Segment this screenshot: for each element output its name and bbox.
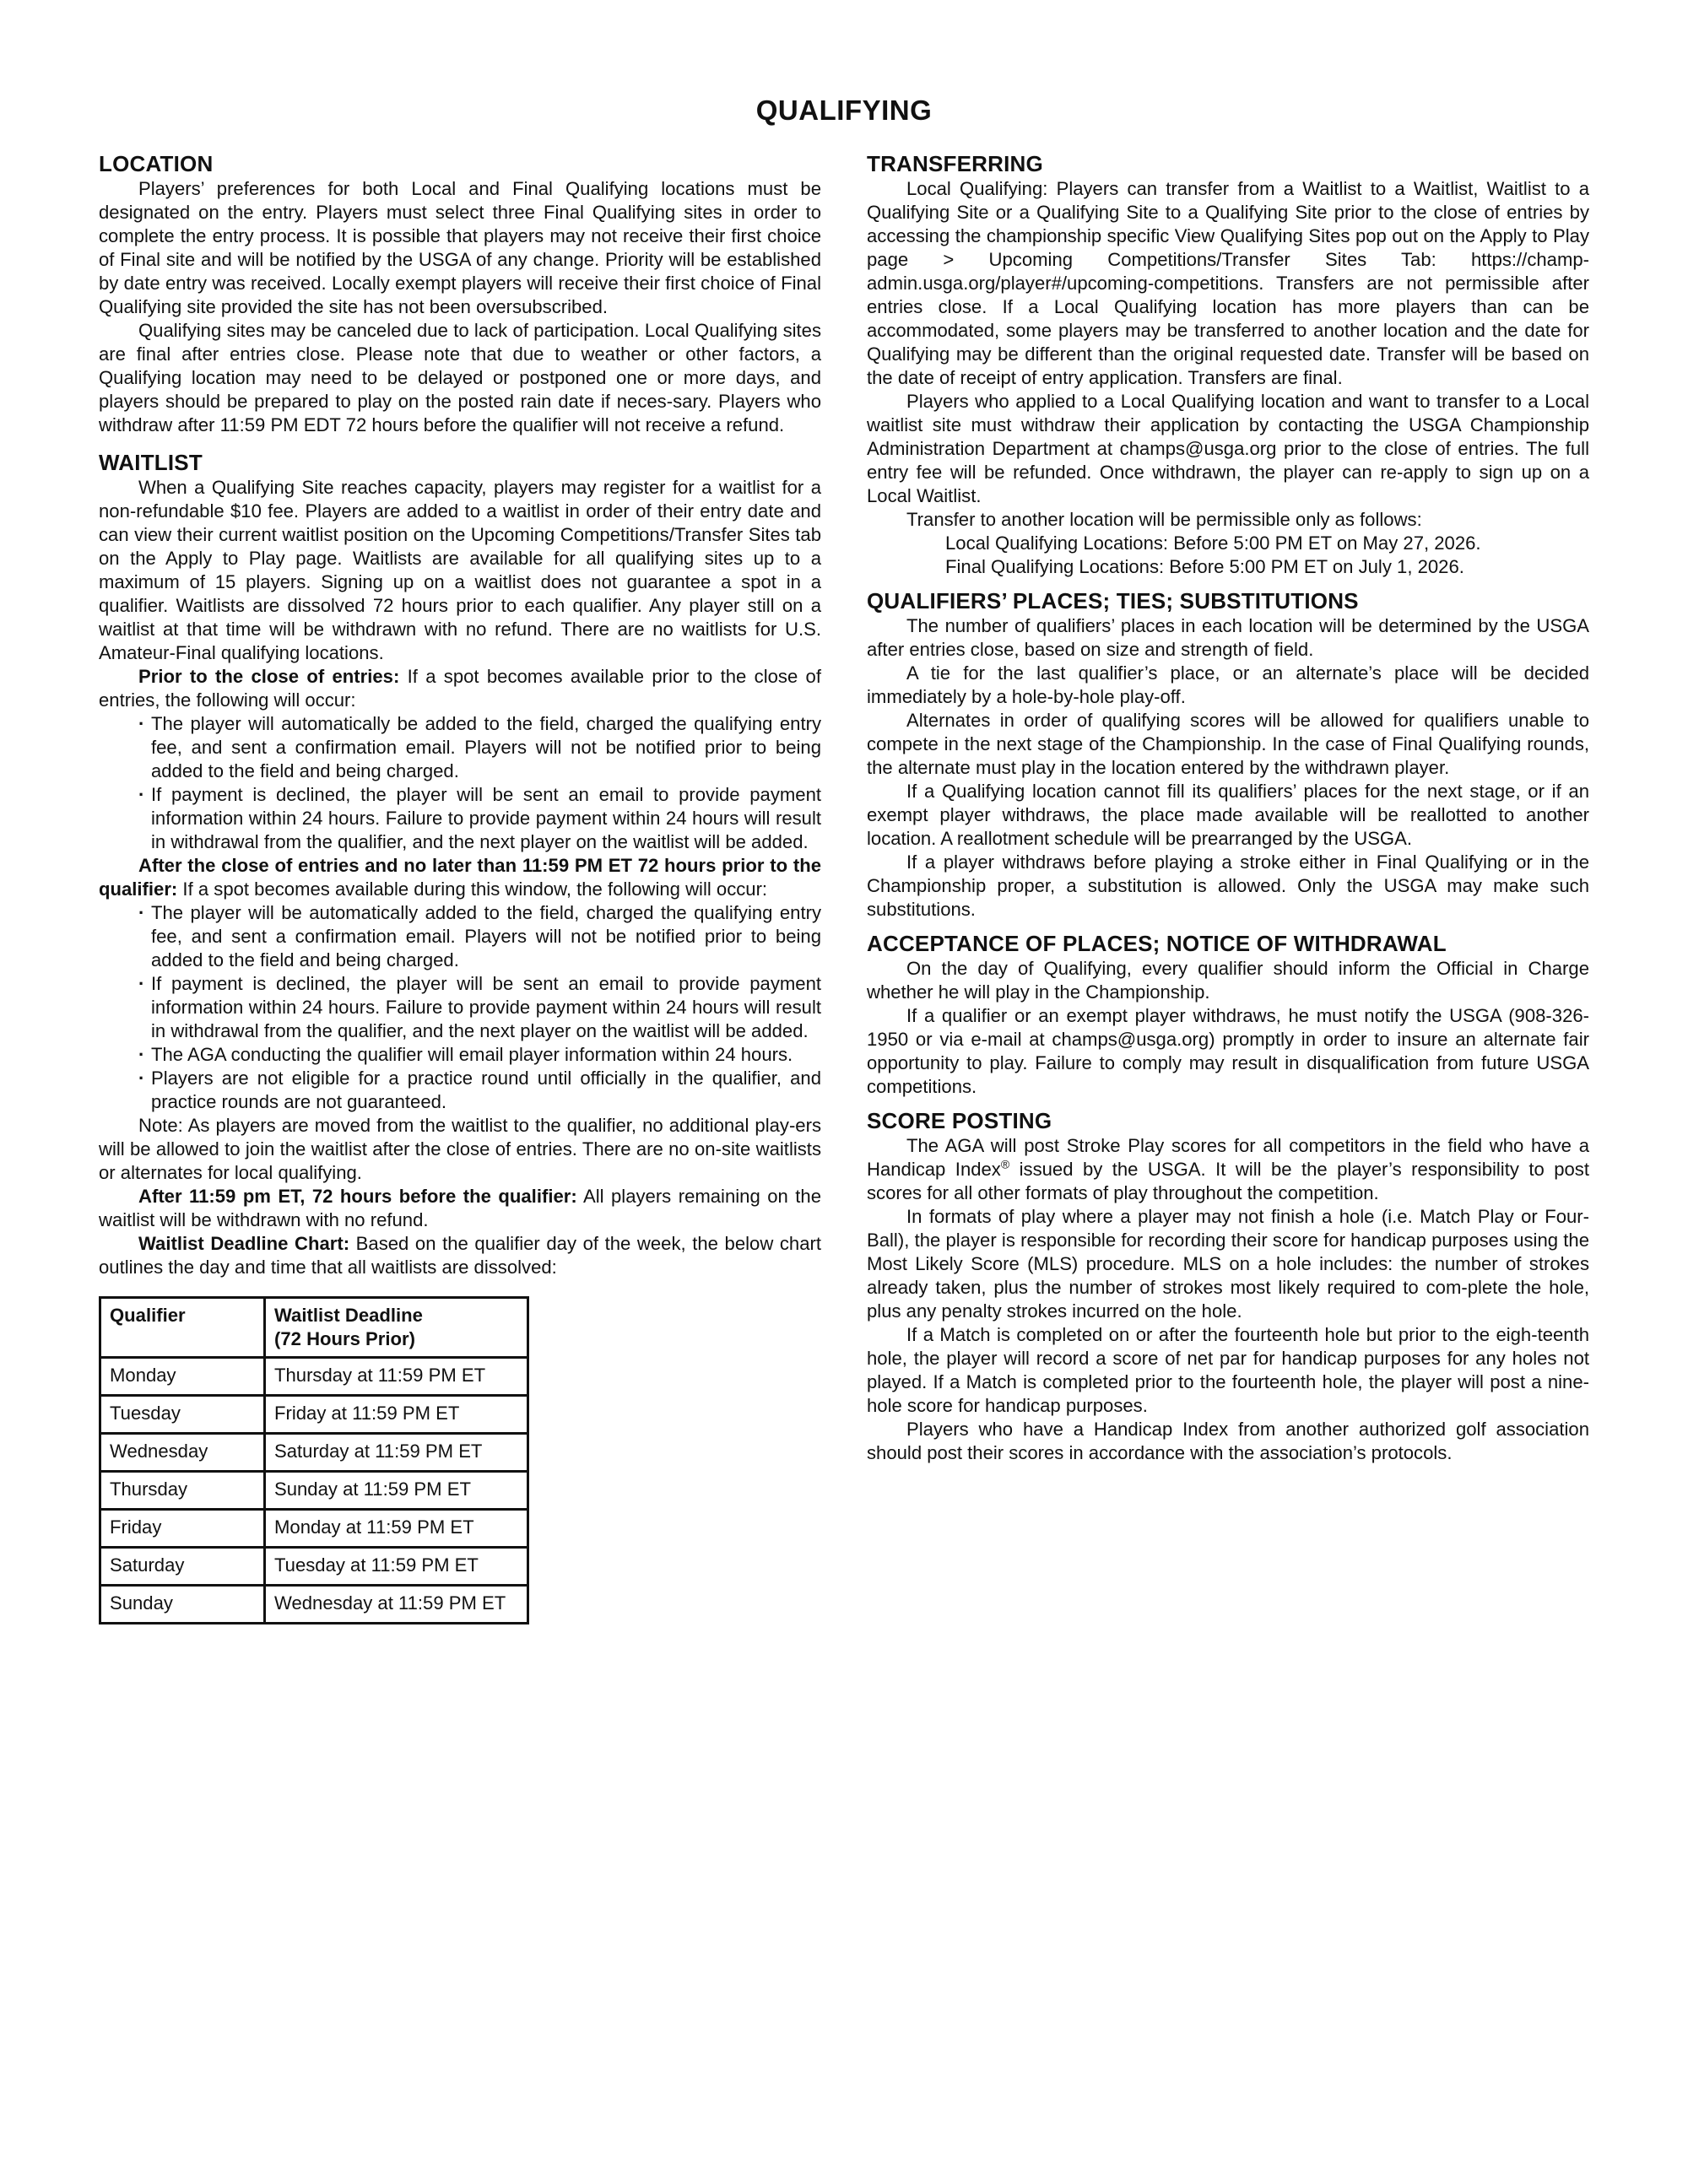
list-item: · The player will be automatically added to the field, charged the qualifying entry fee, and sent a confirmation email. Players will not be notified prior to being added to the field and being charged. <box>99 901 821 972</box>
table-cell-deadline: Sunday at 11:59 PM ET <box>265 1472 528 1510</box>
list-item: · If payment is declined, the player will be sent an email to provide payment information within 24 hours. Failure to provide payment within 24 hours will result in withdrawal from the qualifier, and the next player on the waitlist will be added. <box>99 783 821 854</box>
waitlist-chart-paragraph <box>99 1232 821 1279</box>
waitlist-deadline-table <box>99 1296 529 1624</box>
table-cell-day: Sunday <box>100 1586 265 1624</box>
score-posting-paragraph-3: If a Match is completed on or after the fourteenth hole but prior to the eigh-teenth hole, the player will record a score of net par for handicap purposes for any holes not played. If a Match is completed prior to the fourteenth hole, the player will post a nine-hole score for handicap purposes. <box>867 1324 1589 1416</box>
left-column <box>99 147 821 1624</box>
transferring-final-deadline: Final Qualifying Locations: Before 5:00 PM ET on July 1, 2026. <box>945 556 1464 577</box>
table-cell-day: Wednesday <box>100 1434 265 1472</box>
list-item: · The AGA conducting the qualifier will email player information within 24 hours. <box>99 1043 821 1067</box>
list-item: · If payment is declined, the player will be sent an email to provide payment information within 24 hours. Failure to provide payment within 24 hours will result in withdrawal from the qualifier, and the next player on the waitlist will be added. <box>99 972 821 1043</box>
qualifiers-paragraph-1: The number of qualifiers’ places in each location will be determined by the USGA after entries close, based on size and strength of field. <box>867 615 1589 660</box>
waitlist-prior-bullets <box>99 712 821 854</box>
qualifiers-paragraph-5: If a player withdraws before playing a stroke either in Final Qualifying or in the Championship proper, a substitution is allowed. Only the USGA may make such substitutions. <box>867 851 1589 920</box>
table-header-deadline-line2: (72 Hours Prior) <box>274 1328 415 1349</box>
waitlist-prior-text: If a spot becomes available prior to the close of entries, the following will occur: <box>99 666 821 711</box>
qualifiers-paragraph-3: Alternates in order of qualifying scores will be allowed for qualifiers unable to compete in the next stage of the Championship. In the case of Final Qualifying rounds, the alternate must play in the location entered by the withdrawn player. <box>867 710 1589 778</box>
section-heading-waitlist: WAITLIST <box>99 450 203 475</box>
score-posting-text-b: issued by the USGA. It will be the player’s responsibility to post scores for all other formats of play throughout the competition. <box>867 1159 1589 1203</box>
waitlist-note: Note: As players are moved from the waitlist to the qualifier, no additional play-ers will be allowed to join the waitlist after the close of entries. There are no on-site waitlists or alternates for local qualifying. <box>99 1115 821 1183</box>
table-cell-day: Monday <box>100 1358 265 1396</box>
list-item: · The player will automatically be added to the field, charged the qualifying entry fee, and sent a confirmation email. Players will not be notified prior to being added to the field and being charged. <box>99 712 821 783</box>
waitlist-after-bullets <box>99 901 821 1114</box>
table-cell-day: Friday <box>100 1510 265 1548</box>
table-cell-day: Thursday <box>100 1472 265 1510</box>
table-row <box>100 1472 528 1510</box>
waitlist-paragraph-1: When a Qualifying Site reaches capacity, players may register for a waitlist for a non-refundable $10 fee. Players are added to a waitlist in order of their entry date and can view their current waitlist position on the Upcoming Competitions/Transfer Sites tab on the Apply to Play page. Waitlists are available for all qualifying sites up to a maximum of 15 players. Signing up on a waitlist does not guarantee a spot in a qualifier. Waitlists are dissolved 72 hours prior to each qualifier. Any player still on a waitlist at that time will be withdrawn with no refund. There are no waitlists for U.S. Amateur-Final qualifying locations. <box>99 477 821 663</box>
location-paragraph-1: Players’ preferences for both Local and Final Qualifying locations must be designated on the entry. Players must select three Final Qualifying sites in order to complete the entry process. It is possible that players may not receive their first choice of Final site and will be notified by the USGA of any change. Priority will be established by date entry was received. Locally exempt players will receive their first choice of Final Qualifying site provided the site has not been oversubscribed. <box>99 178 821 317</box>
table-cell-deadline: Thursday at 11:59 PM ET <box>265 1358 528 1396</box>
score-posting-paragraph-1 <box>867 1134 1589 1205</box>
waitlist-prior-paragraph <box>99 665 821 712</box>
transferring-paragraph-1: Local Qualifying: Players can transfer from a Waitlist to a Waitlist, Waitlist to a Qualifying Site or a Qualifying Site to a Qualifying Site prior to the close of entries by accessing the championship specific View Qualifying Sites pop out on the Apply to Play page > Upcoming Competitions/Transfer Sites Tab: https://champ-admin.usga.org/player#/upcoming-competitions. Transfers are not permissible after entries close. If a Local Qualifying location has more players than can be accommodated, some players may be transferred to another location and the date for Qualifying may be different than the original requested date. Transfer will be based on the date of receipt of entry application. Transfers are final. <box>867 178 1589 388</box>
table-cell-deadline: Tuesday at 11:59 PM ET <box>265 1548 528 1586</box>
score-posting-text-a: The AGA will post Stroke Play scores for all competitors in the field who have a Handicap Index <box>867 1135 1589 1180</box>
section-heading-acceptance: ACCEPTANCE OF PLACES; NOTICE OF WITHDRAWAL <box>867 931 1447 956</box>
table-row <box>100 1434 528 1472</box>
waitlist-after-label: After the close of entries and no later than 11:59 PM ET 72 hours prior to the qualifier: <box>99 855 821 900</box>
location-paragraph-2: Qualifying sites may be canceled due to lack of participation. Local Qualifying sites are final after entries close. Please note that due to weather or other factors, a Qualifying location may need to be delayed or postponed one or more days, and players should be prepared to play on the posted rain date if neces-sary. Players who withdraw after 11:59 PM EDT 72 hours before the qualifier will not receive a refund. <box>99 320 821 435</box>
registered-mark: ® <box>1000 1157 1010 1171</box>
section-heading-location: LOCATION <box>99 151 214 176</box>
waitlist-prior-label: Prior to the close of entries: <box>138 666 400 687</box>
waitlist-chart-label: Waitlist Deadline Chart: <box>138 1233 350 1254</box>
score-posting-paragraph-2: In formats of play where a player may not finish a hole (i.e. Match Play or Four-Ball), the player is responsible for recording their score for handicap purposes using the Most Likely Score (MLS) procedure. MLS on a hole includes: the number of strokes already taken, plus the number of strokes most likely required to com-plete the hole, plus any penalty strokes incurred on the hole. <box>867 1206 1589 1322</box>
waitlist-after-text: If a spot becomes available during this window, the following will occur: <box>177 878 768 900</box>
table-row <box>100 1510 528 1548</box>
score-posting-paragraph-4: Players who have a Handicap Index from another authorized golf association should post their scores in accordance with the association’s protocols. <box>867 1419 1589 1463</box>
table-header-qualifier: Qualifier <box>100 1298 265 1358</box>
waitlist-chart-text: Based on the qualifier day of the week, the below chart outlines the day and time that all waitlists are dissolved: <box>99 1233 821 1278</box>
table-header-row <box>100 1298 528 1358</box>
section-heading-qualifiers-places: QUALIFIERS’ PLACES; TIES; SUBSTITUTIONS <box>867 588 1359 614</box>
acceptance-paragraph-2: If a qualifier or an exempt player withdraws, he must notify the USGA (908-326-1950 or via e-mail at champs@usga.org) promptly in order to insure an alternate fair opportunity to play. Failure to comply may result in disqualification from future USGA competitions. <box>867 1005 1589 1097</box>
table-row <box>100 1586 528 1624</box>
table-header-deadline <box>265 1298 528 1358</box>
table-row <box>100 1548 528 1586</box>
waitlist-after72-text: All players remaining on the waitlist will be withdrawn with no refund. <box>99 1186 821 1230</box>
acceptance-paragraph-1: On the day of Qualifying, every qualifier should inform the Official in Charge whether he will play in the Championship. <box>867 958 1589 1003</box>
table-cell-deadline: Wednesday at 11:59 PM ET <box>265 1586 528 1624</box>
table-row <box>100 1396 528 1434</box>
section-heading-score-posting: SCORE POSTING <box>867 1108 1052 1133</box>
section-heading-transferring: TRANSFERRING <box>867 151 1043 176</box>
table-cell-deadline: Friday at 11:59 PM ET <box>265 1396 528 1434</box>
table-cell-day: Tuesday <box>100 1396 265 1434</box>
table-cell-day: Saturday <box>100 1548 265 1586</box>
transferring-local-deadline: Local Qualifying Locations: Before 5:00 PM ET on May 27, 2026. <box>945 532 1481 554</box>
right-column <box>867 147 1589 1465</box>
waitlist-after72-label: After 11:59 pm ET, 72 hours before the qualifier: <box>138 1186 577 1207</box>
table-cell-deadline: Saturday at 11:59 PM ET <box>265 1434 528 1472</box>
waitlist-after-paragraph <box>99 854 821 901</box>
list-item: · Players are not eligible for a practice round until officially in the qualifier, and practice rounds are not guaranteed. <box>99 1067 821 1114</box>
qualifiers-paragraph-4: If a Qualifying location cannot fill its qualifiers’ places for the next stage, or if an exempt player withdraws, the place made available will be reallotted to another location. A reallotment schedule will be prearranged by the USGA. <box>867 781 1589 849</box>
transferring-paragraph-2: Players who applied to a Local Qualifying location and want to transfer to a Local waitlist site must withdraw their application by contacting the USGA Championship Administration Department at champs@usga.org prior to the close of entries. The full entry fee will be refunded. Once withdrawn, the player can re-apply to sign up on a Local Waitlist. <box>867 391 1589 506</box>
table-header-deadline-line1: Waitlist Deadline <box>274 1305 423 1326</box>
qualifiers-paragraph-2: A tie for the last qualifier’s place, or an alternate’s place will be decided immediately by a hole-by-hole play-off. <box>867 662 1589 707</box>
table-row <box>100 1358 528 1396</box>
table-cell-deadline: Monday at 11:59 PM ET <box>265 1510 528 1548</box>
page-title: QUALIFYING <box>755 95 933 126</box>
waitlist-after72-paragraph <box>99 1185 821 1232</box>
transferring-paragraph-3: Transfer to another location will be permissible only as follows: <box>906 509 1422 530</box>
